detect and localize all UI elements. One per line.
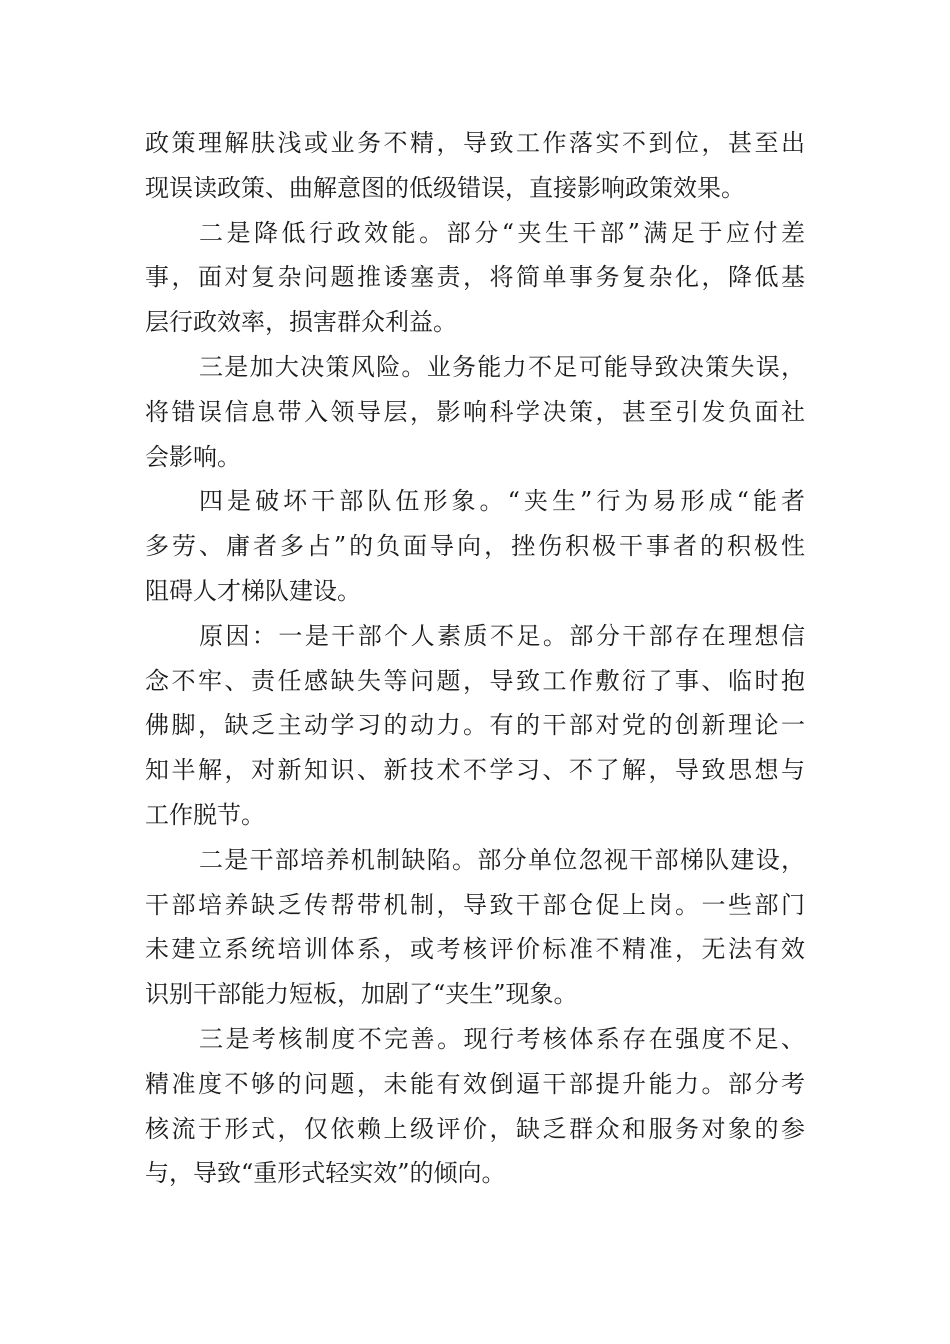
text-line: 精准度不够的问题，未能有效倒逼干部提升能力。部分考	[145, 1069, 805, 1098]
text-line: 多劳、庸者多占”的负面导向，挫伤积极干事者的积极性	[145, 532, 805, 561]
text-line: 将错误信息带入领导层，影响科学决策，甚至引发负面社	[145, 397, 805, 426]
text-line: 念不牢、责任感缺失等问题，导致工作敷衍了事、临时抱	[145, 666, 805, 695]
text-line: 未建立系统培训体系，或考核评价标准不精准，无法有效	[145, 935, 805, 964]
text-line: 层行政效率，损害群众利益。	[145, 308, 457, 337]
paragraph-first-line: 原因：一是干部个人素质不足。部分干部存在理想信	[199, 621, 805, 650]
text-line: 佛脚，缺乏主动学习的动力。有的干部对党的创新理论一	[145, 711, 805, 740]
text-line: 事，面对复杂问题推诿塞责，将简单事务复杂化，降低基	[145, 263, 805, 292]
text-line: 核流于形式，仅依赖上级评价，缺乏群众和服务对象的参	[145, 1114, 805, 1143]
paragraph-first-line: 三是加大决策风险。业务能力不足可能导致决策失误，	[199, 352, 805, 381]
paragraph-first-line: 四是破坏干部队伍形象。“夹生”行为易形成“能者	[199, 487, 805, 516]
document-body	[145, 121, 805, 1196]
paragraph-first-line: 二是降低行政效能。部分“夹生干部”满足于应付差	[199, 218, 805, 247]
text-line: 干部培养缺乏传帮带机制，导致干部仓促上岗。一些部门	[145, 890, 805, 919]
text-line: 政策理解肤浅或业务不精，导致工作落实不到位，甚至出	[145, 129, 805, 157]
text-line: 会影响。	[145, 442, 241, 471]
text-line: 阻碍人才梯队建设。	[145, 576, 361, 605]
paragraph-first-line: 二是干部培养机制缺陷。部分单位忽视干部梯队建设，	[199, 845, 805, 874]
text-line: 现误读政策、曲解意图的低级错误，直接影响政策效果。	[145, 173, 745, 202]
paragraph-first-line: 三是考核制度不完善。现行考核体系存在强度不足、	[199, 1024, 805, 1053]
text-line: 与，导致“重形式轻实效”的倾向。	[145, 1159, 506, 1188]
text-line: 工作脱节。	[145, 800, 265, 829]
text-line: 识别干部能力短板，加剧了“夹生”现象。	[145, 980, 578, 1009]
text-line: 知半解，对新知识、新技术不学习、不了解，导致思想与	[145, 756, 805, 785]
